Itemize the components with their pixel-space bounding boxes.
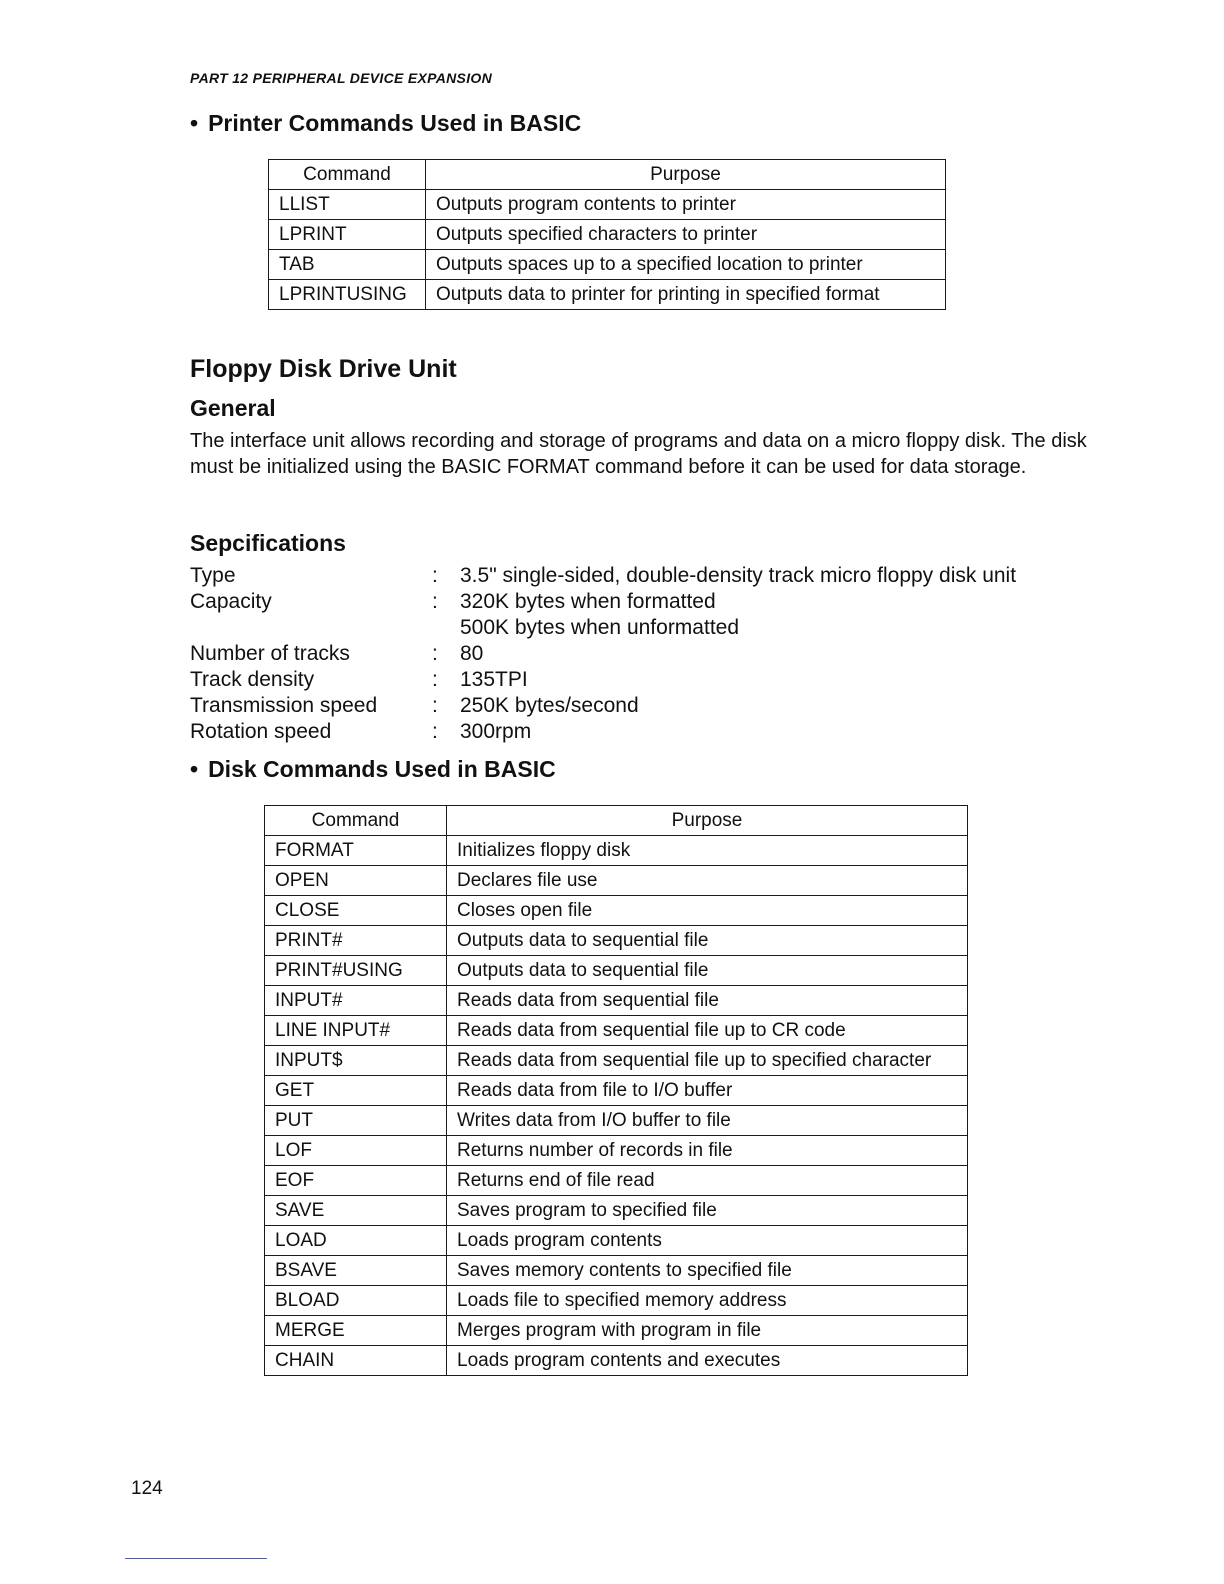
- command-cell: SAVE: [265, 1196, 447, 1226]
- spec-label: Rotation speed: [190, 720, 332, 743]
- purpose-cell: Loads program contents and executes: [447, 1346, 968, 1376]
- table-row: [265, 1286, 968, 1316]
- column-header-command: Command: [269, 160, 426, 190]
- purpose-cell: Initializes floppy disk: [447, 836, 968, 866]
- table-row: [265, 1166, 968, 1196]
- purpose-cell: Outputs data to sequential file: [447, 956, 968, 986]
- spec-row: [190, 589, 1090, 615]
- purpose-cell: Merges program with program in file: [447, 1316, 968, 1346]
- purpose-cell: Outputs data to sequential file: [447, 926, 968, 956]
- spec-value: 135TPI: [460, 668, 528, 691]
- spec-colon: :: [432, 564, 438, 587]
- purpose-cell: Reads data from sequential file up to specified character: [447, 1046, 968, 1076]
- specifications-list: [190, 563, 1090, 745]
- command-cell: LLIST: [269, 190, 426, 220]
- column-header-purpose: Purpose: [447, 806, 968, 836]
- table-row: [265, 1136, 968, 1166]
- general-paragraph: The interface unit allows recording and storage of programs and data on a micro floppy disk. The disk must be initialized using the BASIC FORMAT command before it can be used for data storage.: [190, 430, 1087, 478]
- purpose-cell: Reads data from file to I/O buffer: [447, 1076, 968, 1106]
- command-cell: CLOSE: [265, 896, 447, 926]
- purpose-cell: Outputs data to printer for printing in specified format: [426, 280, 946, 310]
- printer-commands-heading: [190, 110, 581, 137]
- command-cell: BSAVE: [265, 1256, 447, 1286]
- table-row: [265, 1046, 968, 1076]
- table-row: [265, 926, 968, 956]
- spec-row: [190, 641, 1090, 667]
- table-row: [265, 1196, 968, 1226]
- table-row: [265, 1316, 968, 1346]
- table-row: [265, 836, 968, 866]
- spec-row: [190, 563, 1090, 589]
- purpose-cell: Outputs program contents to printer: [426, 190, 946, 220]
- table-header-row: [265, 806, 968, 836]
- footer-rule: [125, 1558, 267, 1559]
- command-cell: LOAD: [265, 1226, 447, 1256]
- spec-label: [190, 615, 432, 641]
- bullet-icon: •: [190, 110, 199, 136]
- spec-value: 300rpm: [460, 720, 532, 743]
- spec-colon: :: [432, 720, 438, 743]
- disk-commands-heading-text: Disk Commands Used in BASIC: [208, 756, 556, 782]
- spec-label: Capacity: [190, 590, 272, 613]
- spec-colon: :: [432, 694, 438, 717]
- spec-label: Type: [190, 564, 236, 587]
- spec-label: Transmission speed: [190, 694, 378, 717]
- column-header-command: Command: [265, 806, 447, 836]
- command-cell: PRINT#USING: [265, 956, 447, 986]
- command-cell: FORMAT: [265, 836, 447, 866]
- table-row: [265, 986, 968, 1016]
- table-row: [265, 1256, 968, 1286]
- command-cell: CHAIN: [265, 1346, 447, 1376]
- command-cell: LPRINT: [269, 220, 426, 250]
- table-header-row: [269, 160, 946, 190]
- purpose-cell: Writes data from I/O buffer to file: [447, 1106, 968, 1136]
- spec-colon: :: [432, 642, 438, 665]
- command-cell: OPEN: [265, 866, 447, 896]
- command-cell: GET: [265, 1076, 447, 1106]
- purpose-cell: Saves program to specified file: [447, 1196, 968, 1226]
- purpose-cell: Declares file use: [447, 866, 968, 896]
- spec-row: [190, 719, 1090, 745]
- table-row: [269, 220, 946, 250]
- table-row: [265, 1346, 968, 1376]
- table-row: [265, 1106, 968, 1136]
- command-cell: BLOAD: [265, 1286, 447, 1316]
- command-cell: TAB: [269, 250, 426, 280]
- command-cell: LINE INPUT#: [265, 1016, 447, 1046]
- disk-commands-table: [264, 805, 968, 1376]
- purpose-cell: Outputs spaces up to a specified location to printer: [426, 250, 946, 280]
- disk-commands-heading: [190, 756, 556, 783]
- spec-row: [190, 667, 1090, 693]
- table-row: [265, 896, 968, 926]
- table-row: [265, 956, 968, 986]
- command-cell: EOF: [265, 1166, 447, 1196]
- purpose-cell: Returns number of records in file: [447, 1136, 968, 1166]
- command-cell: LOF: [265, 1136, 447, 1166]
- spec-colon: [432, 615, 460, 641]
- table-row: [265, 866, 968, 896]
- printer-commands-table: [268, 159, 946, 310]
- command-cell: MERGE: [265, 1316, 447, 1346]
- command-cell: PUT: [265, 1106, 447, 1136]
- spec-value: 80: [460, 642, 484, 665]
- spec-value: 320K bytes when formatted: [460, 590, 716, 613]
- table-row: [269, 190, 946, 220]
- printer-commands-heading-text: Printer Commands Used in BASIC: [208, 110, 582, 136]
- page-number: 124: [131, 1478, 163, 1499]
- spec-colon: :: [432, 668, 438, 691]
- spec-row: [190, 693, 1090, 719]
- general-title: General: [190, 395, 276, 421]
- purpose-cell: Returns end of file read: [447, 1166, 968, 1196]
- column-header-purpose: Purpose: [426, 160, 946, 190]
- command-cell: INPUT#: [265, 986, 447, 1016]
- purpose-cell: Saves memory contents to specified file: [447, 1256, 968, 1286]
- command-cell: LPRINTUSING: [269, 280, 426, 310]
- specifications-title: Sepcifications: [190, 530, 346, 556]
- purpose-cell: Outputs specified characters to printer: [426, 220, 946, 250]
- spec-value: 250K bytes/second: [460, 694, 639, 717]
- purpose-cell: Reads data from sequential file up to CR code: [447, 1016, 968, 1046]
- bullet-icon: •: [190, 756, 199, 782]
- running-head: PART 12 PERIPHERAL DEVICE EXPANSION: [190, 70, 492, 86]
- spec-label: Track density: [190, 668, 315, 691]
- section-title: Floppy Disk Drive Unit: [190, 355, 457, 383]
- spec-value: 500K bytes when unformatted: [460, 616, 740, 639]
- table-row: [265, 1016, 968, 1046]
- purpose-cell: Loads file to specified memory address: [447, 1286, 968, 1316]
- spec-row: [190, 615, 1090, 641]
- table-row: [269, 250, 946, 280]
- spec-label: Number of tracks: [190, 642, 350, 665]
- command-cell: INPUT$: [265, 1046, 447, 1076]
- purpose-cell: Closes open file: [447, 896, 968, 926]
- command-cell: PRINT#: [265, 926, 447, 956]
- spec-value: 3.5" single-sided, double-density track micro floppy disk unit: [460, 564, 1017, 587]
- purpose-cell: Loads program contents: [447, 1226, 968, 1256]
- spec-colon: :: [432, 590, 438, 613]
- table-row: [269, 280, 946, 310]
- purpose-cell: Reads data from sequential file: [447, 986, 968, 1016]
- table-row: [265, 1226, 968, 1256]
- table-row: [265, 1076, 968, 1106]
